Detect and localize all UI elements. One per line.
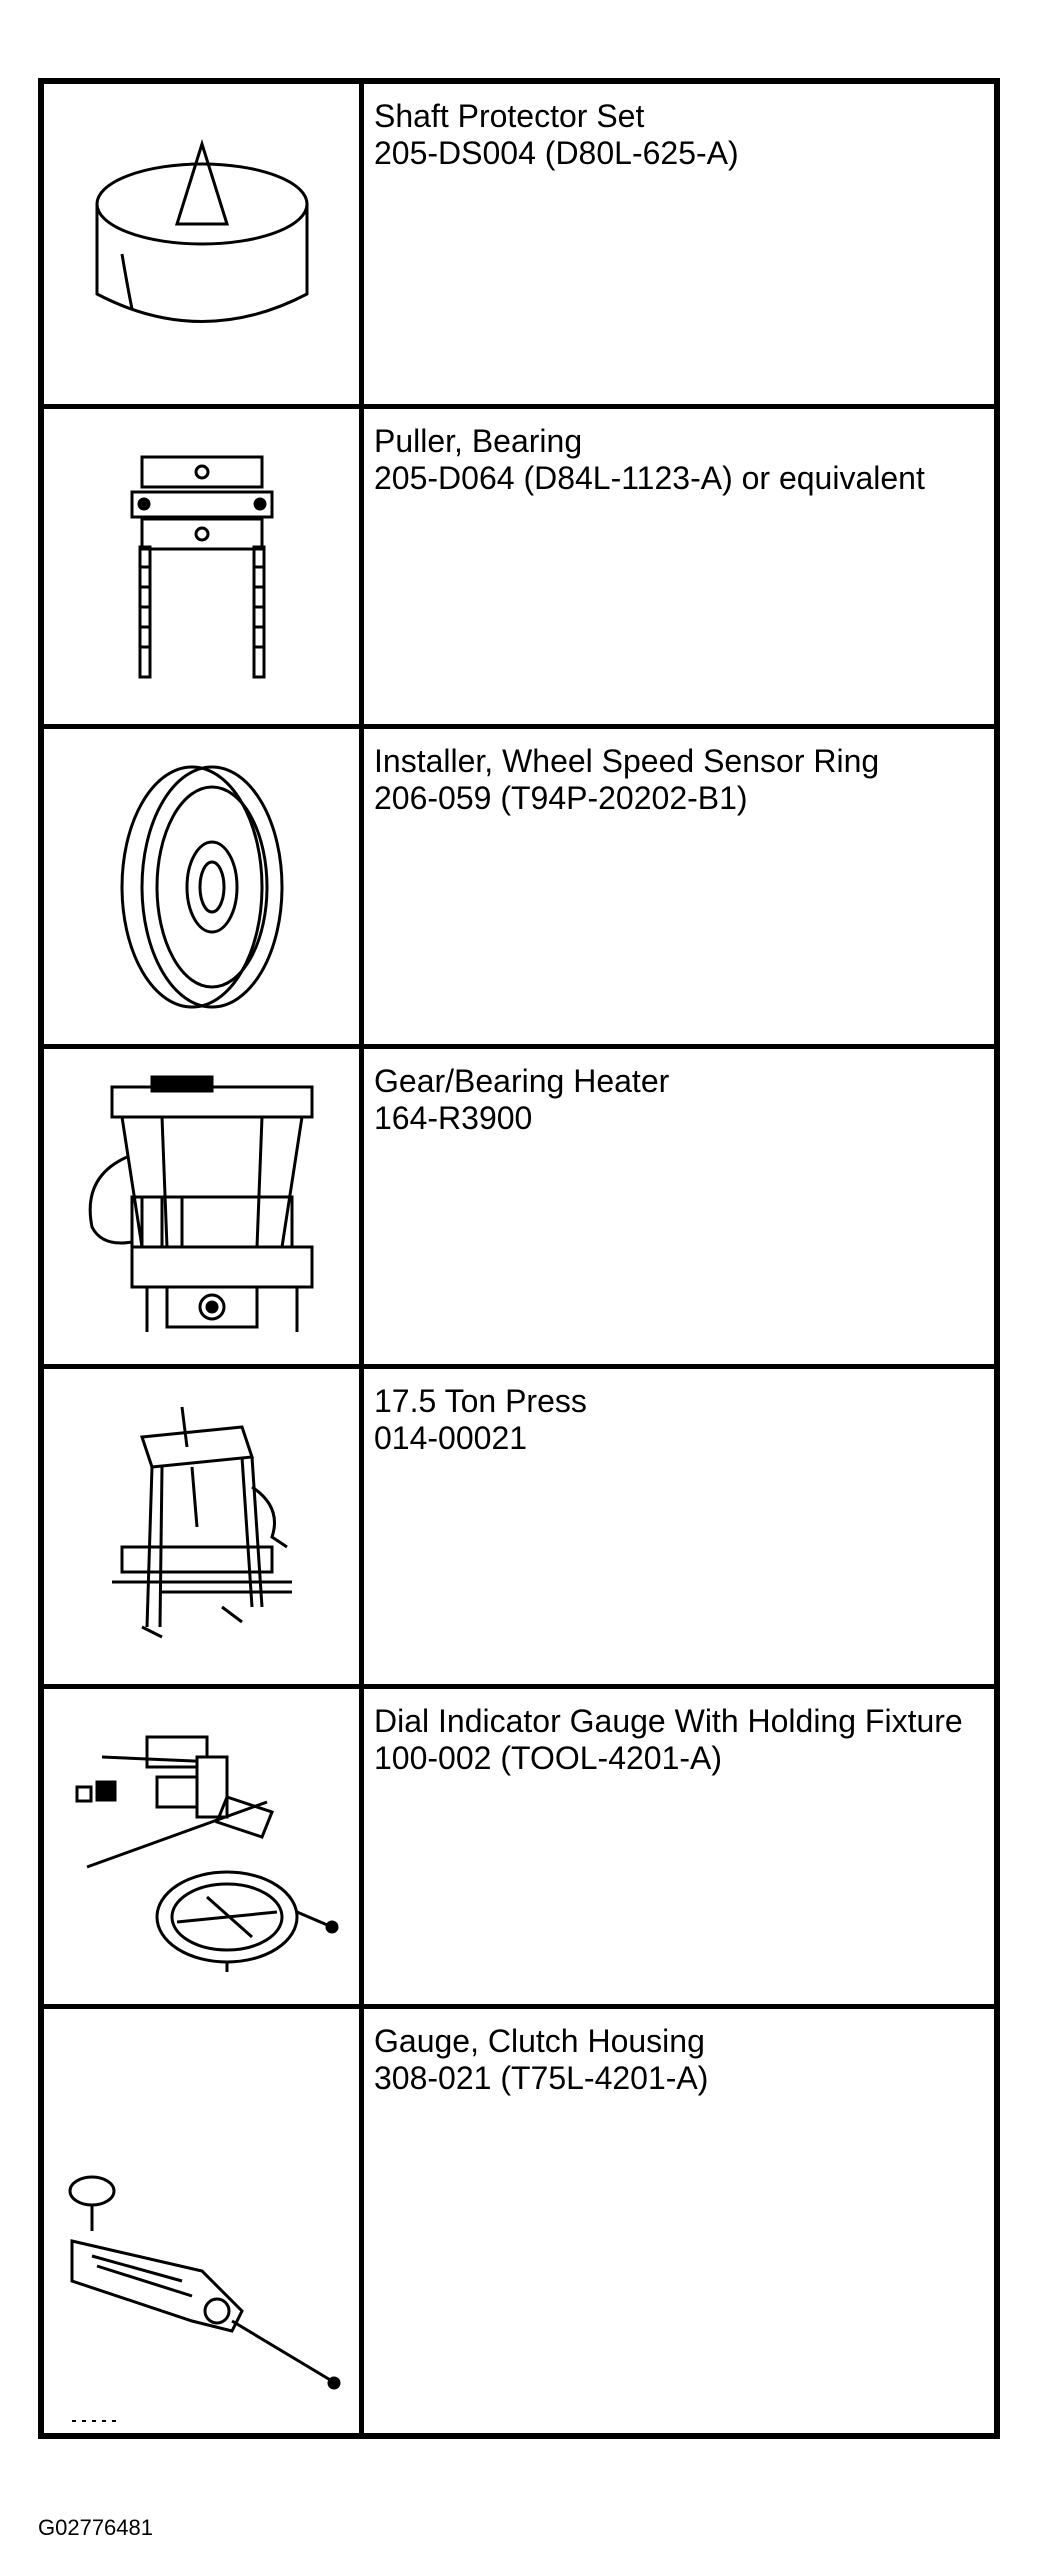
ton-press-image <box>102 1407 302 1647</box>
tool-row <box>44 2004 994 2433</box>
gear-bearing-heater-image <box>72 1077 332 1337</box>
dial-indicator-gauge-image <box>57 1717 347 1977</box>
tool-image-cell <box>44 84 364 404</box>
tool-description <box>374 1703 984 1777</box>
bearing-puller-image <box>122 447 282 687</box>
tool-name: Puller, Bearing <box>374 423 583 459</box>
wheel-speed-sensor-ring-installer-image <box>102 757 302 1017</box>
tool-image-cell <box>44 2009 364 2433</box>
tool-part-number: 014-00021 <box>374 1420 528 1456</box>
tool-part-number: 205-D064 (D84L-1123-A) or equivalent <box>374 460 925 496</box>
tool-row <box>44 1684 994 2004</box>
tool-row <box>44 724 994 1044</box>
tool-image-cell <box>44 1689 364 2004</box>
tool-part-number: 308-021 (T75L-4201-A) <box>374 2060 709 2096</box>
tool-part-number: 205-DS004 (D80L-625-A) <box>374 135 739 171</box>
tool-image-cell <box>44 729 364 1044</box>
tool-part-number: 100-002 (TOOL-4201-A) <box>374 1740 723 1776</box>
tool-name: 17.5 Ton Press <box>374 1383 587 1419</box>
tool-name: Installer, Wheel Speed Sensor Ring <box>374 743 880 779</box>
tool-name: Dial Indicator Gauge With Holding Fixture <box>374 1703 963 1739</box>
tool-description <box>374 2023 984 2097</box>
tool-description <box>374 423 984 497</box>
tool-image-cell <box>44 1369 364 1684</box>
tool-name: Shaft Protector Set <box>374 98 645 134</box>
tool-description <box>374 1383 984 1457</box>
figure-id: G02776481 <box>38 2515 153 2540</box>
tool-part-number: 206-059 (T94P-20202-B1) <box>374 780 748 816</box>
shaft-protector-set-image <box>82 144 322 344</box>
tool-row <box>44 404 994 724</box>
tool-row <box>44 1364 994 1684</box>
clutch-housing-gauge-image <box>52 2131 352 2431</box>
tool-image-cell <box>44 1049 364 1364</box>
tool-name: Gauge, Clutch Housing <box>374 2023 705 2059</box>
tool-row <box>44 1044 994 1364</box>
tool-description <box>374 98 984 172</box>
tool-name: Gear/Bearing Heater <box>374 1063 670 1099</box>
tool-part-number: 164-R3900 <box>374 1100 533 1136</box>
special-tools-table <box>38 78 1000 2439</box>
tool-description <box>374 743 984 817</box>
tool-description <box>374 1063 984 1137</box>
tool-image-cell <box>44 409 364 724</box>
tool-row <box>44 84 994 404</box>
